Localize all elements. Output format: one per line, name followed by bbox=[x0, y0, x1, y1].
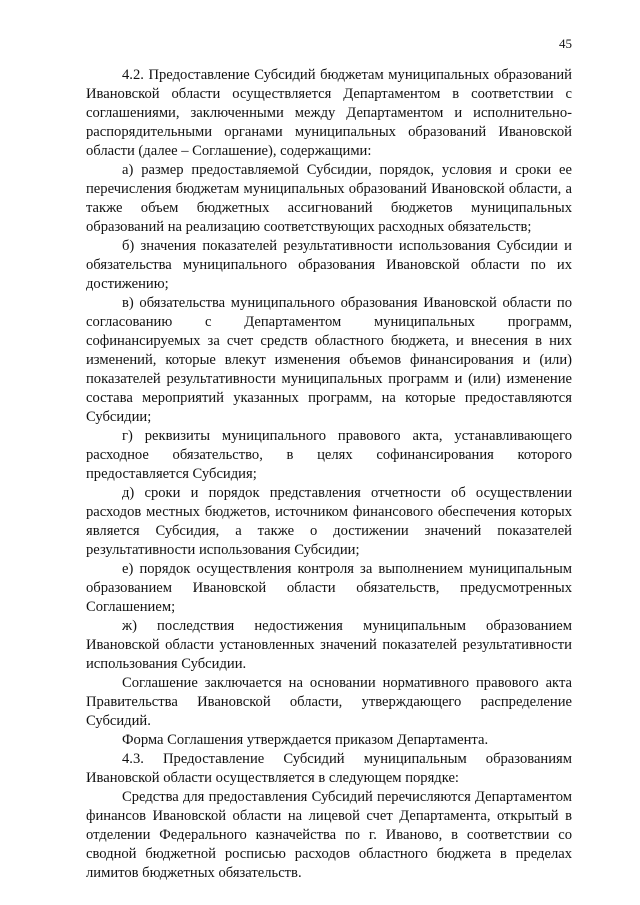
paragraph-item-e: е) порядок осуществления контроля за выполнением муниципальным образованием Ивановской области обязательств, предусмотренных Соглашением; bbox=[86, 561, 572, 615]
paragraph-item-d: д) сроки и порядок представления отчетности об осуществлении расходов местных бюджетов, источником финансового обеспечения которых является Субсидия, а также о достижении значений показателей результативности использования Субсидии; bbox=[86, 485, 572, 558]
paragraph-item-zh: ж) последствия недостижения муниципальным образованием Ивановской области установленных значений показателей результативности использования Субсидии. bbox=[86, 618, 572, 672]
paragraph-item-g: г) реквизиты муниципального правового акта, устанавливающего расходное обязательство, в целях софинансирования которого предоставляется Субсидия; bbox=[86, 428, 572, 482]
paragraph-funds-transfer: Средства для предоставления Субсидий перечисляются Департаментом финансов Ивановской области на лицевой счет Департамента, открытый в отделении Федерального казначейства по г. Иваново, в соответствии со сводной бюджетной росписью расходов областного бюджета в пределах лимитов бюджетных обязательств. bbox=[86, 789, 572, 881]
paragraph-4-2: 4.2. Предоставление Субсидий бюджетам муниципальных образований Ивановской области осуществляется Департаментом в соответствии с соглашениями, заключенными между Департаментом и исполнительно-распорядительными органами муниципальных образований Ивановской области (далее – Соглашение), содержащими: bbox=[86, 67, 572, 159]
paragraph-item-v: в) обязательства муниципального образования Ивановской области по согласованию с Департаментом муниципальных программ, софинансируемых за счет средств областного бюджета, и внесения в них изменений, которые влекут изменения объемов финансирования и (или) показателей результативности муниципальных программ и (или) изменение состава мероприятий указанных программ, на которые предоставляются Субсидии; bbox=[86, 295, 572, 425]
paragraph-item-a: а) размер предоставляемой Субсидии, порядок, условия и сроки ее перечисления бюджетам муниципальных образований Ивановской области, а также объем бюджетных ассигнований бюджетов муниципальных образований на реализацию соответствующих расходных обязательств; bbox=[86, 162, 572, 235]
paragraph-4-3: 4.3. Предоставление Субсидий муниципальным образованиям Ивановской области осуществляется в следующем порядке: bbox=[86, 751, 572, 786]
paragraph-agreement-form: Форма Соглашения утверждается приказом Департамента. bbox=[122, 732, 489, 748]
paragraph-item-b: б) значения показателей результативности использования Субсидии и обязательства муниципального образования Ивановской области по их достижению; bbox=[86, 238, 572, 292]
page-number: 45 bbox=[559, 36, 572, 51]
document-body bbox=[86, 66, 572, 883]
paragraph-agreement-basis: Соглашение заключается на основании нормативного правового акта Правительства Ивановской области, утверждающего распределение Субсидий. bbox=[86, 675, 572, 729]
